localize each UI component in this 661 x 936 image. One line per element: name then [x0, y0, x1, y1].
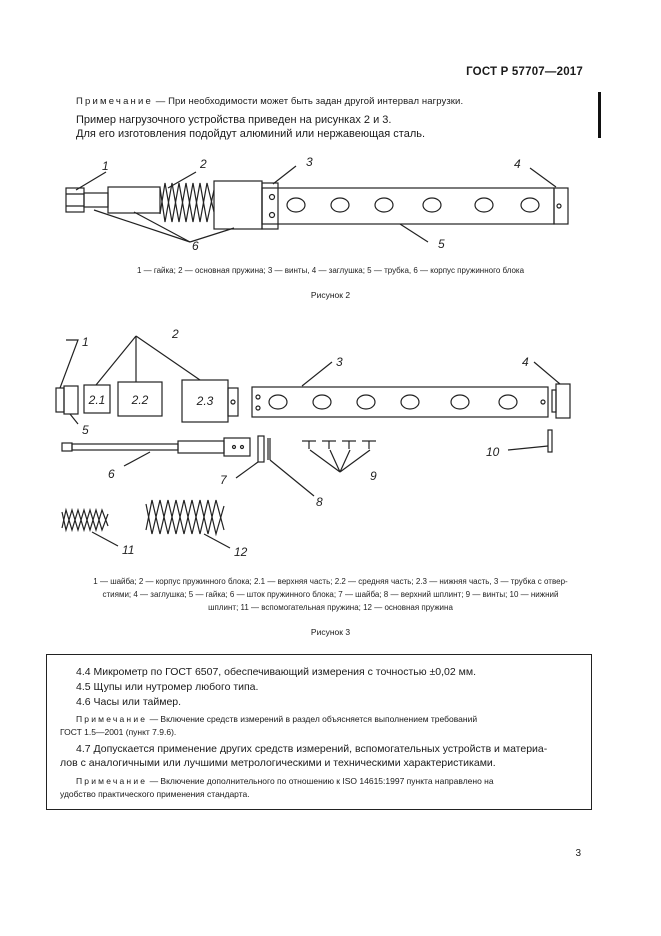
figure-3-caption-2: стиями; 4 — заглушка; 5 — гайка; 6 — шток пружинного блока; 7 — шайба; 8 — верхний шплинт; 9 — винты; 10 — нижний: [102, 590, 559, 599]
fig2-callout-1: 1: [102, 159, 109, 173]
item-4-7-line-1: 4.7 Допускается применение других средств измерений, вспомогательных устройств и материа-: [76, 743, 548, 755]
fig3-washer-7: [258, 436, 264, 462]
box-note-1-text: — Включение средств измерений в раздел объясняется выполнением требований: [147, 714, 478, 724]
fig3-callout-12: 12: [234, 545, 248, 559]
fig3-stem: [72, 444, 178, 450]
fig2-callout-4: 4: [514, 157, 521, 171]
document-header: ГОСТ Р 57707—2017: [466, 66, 583, 78]
fig3-tube: [252, 387, 548, 417]
fig2-block-upper: [108, 187, 160, 213]
fig2-nut: [66, 188, 84, 212]
fig3-callout-3: 3: [336, 355, 343, 369]
fig3-callout-10: 10: [486, 445, 500, 459]
fig3-callout-11: 11: [122, 543, 135, 557]
fig2-callout-3: 3: [306, 155, 313, 169]
figure-2-caption: 1 — гайка; 2 — основная пружина; 3 — винты, 4 — заглушка; 5 — трубка, 6 — корпус пружинного блока: [136, 266, 525, 275]
fig3-lower-pin: [548, 430, 552, 452]
fig2-callout-6: 6: [192, 239, 199, 253]
fig3-block-label-2-2: 2.2: [131, 393, 149, 407]
figure-3-drawing: [0, 320, 661, 572]
fig3-end-cap: [556, 384, 570, 418]
item-4-6: 4.6 Часы или таймер.: [76, 696, 182, 708]
page-number: 3: [575, 848, 581, 859]
figure-2-drawing: [0, 150, 661, 260]
box-note-2-line-2: удобство практического применения стандарта.: [60, 789, 250, 799]
figure-3-caption-3: шплинт; 11 — вспомогательная пружина; 12 — основная пружина: [208, 603, 453, 612]
figure-3-caption-1: 1 — шайба; 2 — корпус пружинного блока; 2.1 — верхняя часть; 2.2 — средняя часть; 2.3 — нижняя часть, 3 — трубка с отвер-: [93, 577, 568, 586]
intro-line-1: Пример нагрузочного устройства приведен на рисунках 2 и 3.: [76, 114, 392, 126]
box-note-2-label: Примечание: [76, 776, 148, 786]
fig3-nut: [64, 386, 78, 414]
fig3-callout-4: 4: [522, 355, 529, 369]
fig2-callout-2: 2: [200, 157, 207, 171]
figure-3-label: Рисунок 3: [310, 627, 351, 637]
fig3-callout-9: 9: [370, 469, 377, 483]
intro-line-2: Для его изготовления подойдут алюминий или нержавеющая сталь.: [76, 128, 426, 140]
note-text: — При необходимости может быть задан другой интервал нагрузки.: [153, 96, 464, 107]
box-note-1-label: Примечание: [76, 714, 148, 724]
fig3-washer: [56, 388, 64, 412]
box-note-2-text: — Включение дополнительного по отношению к ISO 14615:1997 пункта направлено на: [147, 776, 494, 786]
item-4-7-line-2: лов с аналогичными или лучшими метрологическими и техническими характеристиками.: [60, 757, 496, 769]
fig2-tube: [262, 188, 554, 224]
fig3-callout-1: 1: [82, 335, 89, 349]
box-note-2-line-1: [76, 775, 494, 787]
fig3-callout-7: 7: [220, 473, 227, 487]
fig3-block-label-2-1: 2.1: [88, 393, 106, 407]
change-bar: [598, 92, 601, 138]
fig3-block-label-2-3: 2.3: [196, 394, 214, 408]
fig3-screws: [302, 441, 376, 449]
item-4-5: 4.5 Щупы или нутромер любого типа.: [76, 681, 259, 693]
box-note-1-line-2: ГОСТ 1.5—2001 (пункт 7.9.6).: [60, 727, 177, 737]
fig3-callout-2: 2: [172, 327, 179, 341]
item-4-4: 4.4 Микрометр по ГОСТ 6507, обеспечивающий измерения с точностью ±0,02 мм.: [76, 666, 476, 678]
box-note-1-line-1: [76, 713, 477, 725]
fig2-block-lower: [214, 181, 262, 229]
fig2-callout-5: 5: [438, 237, 445, 251]
fig3-callout-6: 6: [108, 467, 115, 481]
note-label: Примечание: [76, 96, 153, 107]
fig3-callout-5: 5: [82, 423, 89, 437]
fig3-callout-8: 8: [316, 495, 323, 509]
figure-2-label: Рисунок 2: [310, 290, 351, 300]
intro-note: [76, 96, 463, 107]
